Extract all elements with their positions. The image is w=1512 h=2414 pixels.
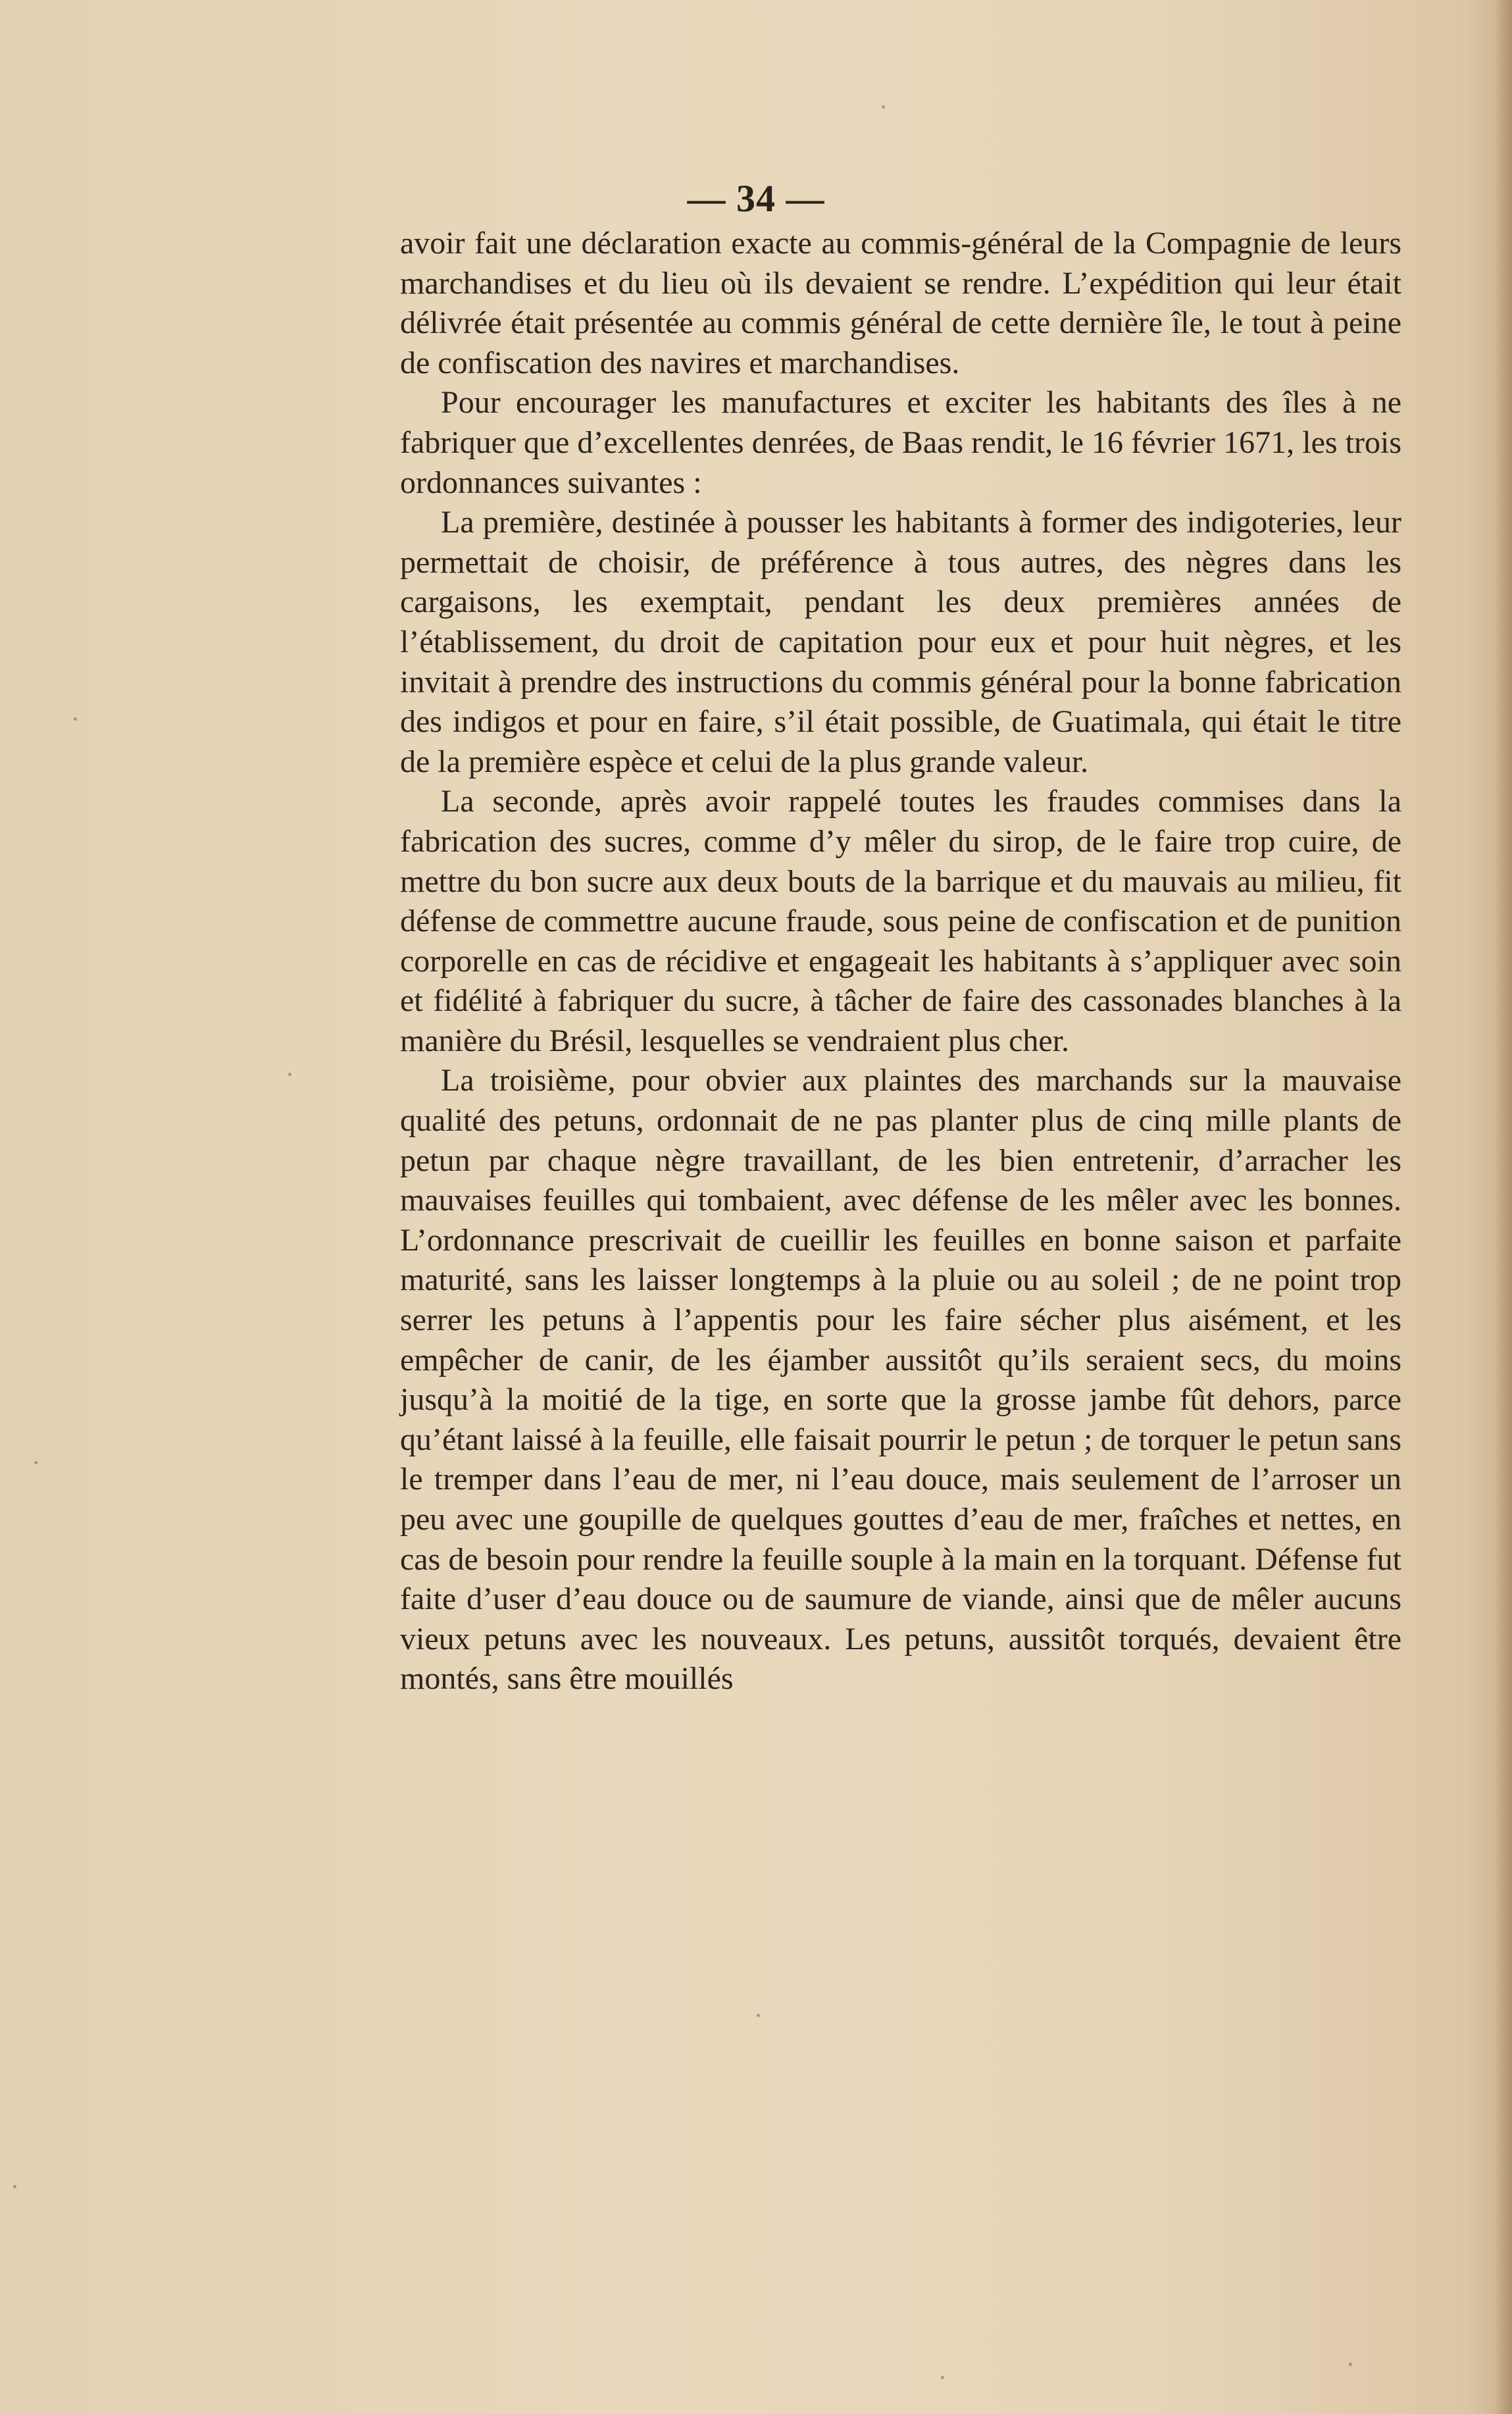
page-edge-shadow [1495, 0, 1512, 2414]
page-number: — 34 — [687, 177, 825, 220]
paper-speck [34, 1461, 38, 1464]
paper-speck [882, 105, 885, 109]
paper-speck [13, 2185, 16, 2188]
paper-speck [1349, 2363, 1352, 2366]
paragraph-1: avoir fait une déclaration exacte au commis-général de la Compagnie de leurs marchandises et du lieu où ils devaient se rendre. L’expédition qui leur était délivrée était présentée au commis général de cette dernière île, le tout à peine de confiscation des navires et marchandises. [400, 226, 1401, 380]
paper-speck [757, 2014, 760, 2017]
paper-speck [288, 1073, 291, 1076]
paragraph-5: La troisième, pour obvier aux plaintes des marchands sur la mauvaise qualité des petuns, ordonnait de ne pas planter plus de cinq mille plants de petun par chaque nègre travaillant, de les bien entretenir, d’arracher les mauvaises feuilles qui tombaient, avec défense de les mêler avec les bonnes. L’ordonnance prescrivait de cueillir les feuilles en bonne saison et parfaite maturité, sans les laisser longtemps à la pluie ou au soleil ; de ne point trop serrer les petuns à l’appentis pour les faire sécher plus aisément, et les empêcher de canir, de les éjamber aussitôt qu’ils seraient secs, du moins jusqu’à la moitié de la tige, en sorte que la grosse jambe fût dehors, parce qu’étant laissé à la feuille, elle faisait pourrir le petun ; de torquer le petun sans le tremper dans l’eau de mer, ni l’eau douce, mais seulement de l’arroser un peu avec une goupille de quelques gouttes d’eau de mer, fraîches et nettes, en cas de besoin pour rendre la feuille souple à la main en la torquant. Défense fut faite d’user d’eau douce ou de saumure de viande, ainsi que de mêler aucuns vieux petuns avec les nouveaux. Les petuns, aussitôt torqués, devaient être montés, sans être mouillés [400, 1063, 1401, 1697]
paper-speck [941, 2376, 944, 2379]
paragraph-4: La seconde, après avoir rappelé toutes les fraudes commises dans la fabrication des sucres, comme d’y mêler du sirop, de le faire trop cuire, de mettre du bon sucre aux deux bouts de la barrique et du mauvais au milieu, fit défense de commettre aucune fraude, sous peine de confiscation et de punition corporelle en cas de récidive et engageait les habitants à s’appliquer avec soin et fidélité à fabriquer du sucre, à tâcher de faire des cassonades blanches à la manière du Brésil, lesquelles se vendraient plus cher. [400, 784, 1401, 1058]
paper-speck [74, 717, 77, 721]
body-text [400, 224, 1401, 1699]
paragraph-2: Pour encourager les manufactures et exciter les habitants des îles à ne fabriquer que d’excellentes denrées, de Baas rendit, le 16 février 1671, les trois ordonnances suivantes : [400, 385, 1401, 500]
paragraph-3: La première, destinée à pousser les habitants à former des indigoteries, leur permettait de choisir, de préférence à tous autres, des nègres dans les cargaisons, les exemptait, pendant les deux premières années de l’établissement, du droit de capitation pour eux et pour huit nègres, et les invitait à prendre des instructions du commis général pour la bonne fabrication des indigos et pour en faire, s’il était possible, de Guatimala, qui était le titre de la première espèce et celui de la plus grande valeur. [400, 505, 1401, 779]
